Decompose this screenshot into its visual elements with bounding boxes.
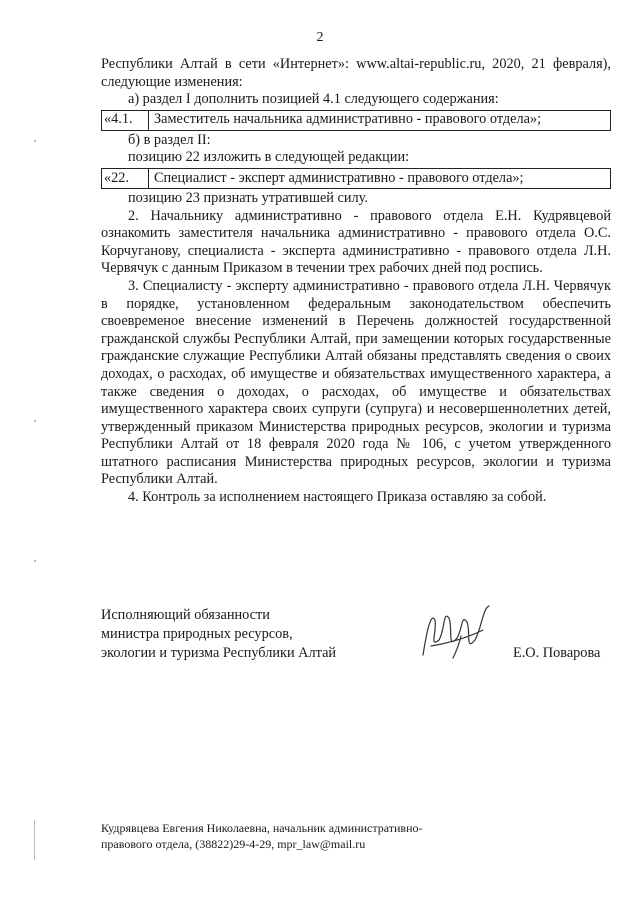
paragraph-4: 4. Контроль за исполнением настоящего Приказа оставляю за собой. — [128, 489, 547, 506]
item-b-end: позицию 23 признать утратившей силу. — [128, 189, 368, 206]
row-text: Специалист - эксперт административно - правового отдела»; — [154, 169, 524, 186]
row-number: «22. — [102, 169, 149, 188]
signer-title-line-3: экологии и туризма Республики Алтай — [101, 645, 337, 661]
executor-info — [101, 820, 521, 852]
row-number: «4.1. — [102, 111, 149, 130]
paragraph-2: 2. Начальнику административно - правового отдела Е.Н. Кудрявцевой ознакомить заместителя начальника административно - правового отдела О.С. Корчуганову, специалиста - эксперта административно - правового отдела Л.Н. Червячук с данным Приказом в течении трех рабочих дней под роспись. — [101, 207, 611, 277]
signer-title-line-1: Исполняющий обязанности — [101, 607, 270, 623]
signature-block — [101, 606, 611, 663]
executor-line-1: Кудрявцева Евгения Николаевна, начальник административно- — [101, 821, 423, 835]
margin-mark — [34, 560, 36, 562]
margin-mark — [34, 820, 35, 860]
signer-title-line-2: министра природных ресурсов, — [101, 626, 293, 642]
handwritten-signature — [413, 600, 503, 670]
table-row — [101, 168, 611, 189]
paragraph-3: 3. Специалисту - эксперту административно - правового отдела Л.Н. Червячук в порядке, установленном федеральным законодательством обеспечить своевременое внесение изменений в Перечень должностей государственной гражданской службы Республики Алтай, при замещении которых государственные гражданские служащие Республики Алтай обязаны представлять сведения о своих доходах, о расходах, об имуществе и обязательствах имущественного характера, а также сведения о доходах, о расходах, об имуществе и обязательствах имущественного характера своих супруги (супруга) и несовершеннолетних детей, утвержденный приказом Министерства природных ресурсов, экологии и туризма Республики Алтай от 18 февраля 2020 года № 106, с учетом утвержденного штатного расписания Министерства природных ресурсов, экологии и туризма Республики Алтай. — [101, 277, 611, 488]
document-body — [101, 56, 611, 507]
item-a: а) раздел I дополнить позицией 4.1 следующего содержания: — [128, 91, 499, 108]
row-text: Заместитель начальника административно - правового отдела»; — [154, 111, 542, 128]
margin-mark — [34, 420, 36, 422]
item-b: б) в раздел II: — [128, 131, 211, 148]
item-b-sub: позицию 22 изложить в следующей редакции: — [128, 149, 410, 166]
table-row — [101, 110, 611, 131]
signer-name: Е.О. Поварова — [513, 645, 601, 661]
executor-line-2: правового отдела, (38822)29-4-29, mpr_law@mail.ru — [101, 837, 366, 851]
margin-mark — [34, 140, 36, 142]
intro-paragraph: Республики Алтай в сети «Интернет»: www.altai-republic.ru, 2020, 21 февраля), следующие изменения: — [101, 56, 611, 90]
page-number: 2 — [316, 30, 324, 45]
